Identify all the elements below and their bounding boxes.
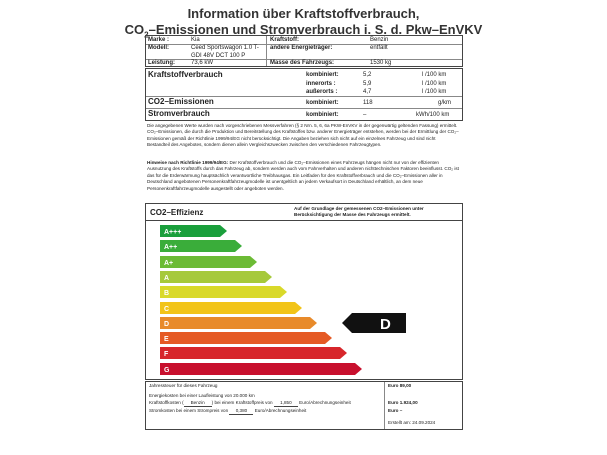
leistung-value: 73,6 kW: [191, 60, 214, 66]
efficiency-bar-f: [160, 347, 348, 359]
svg-text:F: F: [164, 351, 169, 359]
costs-box: [145, 381, 463, 430]
label-sheet: [145, 35, 463, 430]
fuel-type-field: Benzin: [184, 400, 212, 407]
fuel-price-field: 1,850: [274, 400, 298, 407]
kraftstoff-label: Kraftstoff:: [270, 37, 299, 43]
stromverbrauch-heading: Stromverbrauch: [148, 109, 210, 118]
efficiency-bar-c: [160, 302, 303, 314]
kombiniert-label: kombiniert:: [306, 72, 339, 78]
tax-value: Euro 89,00: [388, 383, 412, 388]
svg-text:D: D: [164, 320, 170, 328]
rating-label: D: [380, 315, 391, 333]
energy-label: Energiekosten bei einer Laufleistung von 20.000 km: [149, 393, 255, 398]
efficiency-bar-aplusplus: [160, 240, 243, 252]
kraftstoffverbrauch-heading: Kraftstoffverbrauch: [148, 70, 223, 79]
svg-text:A+++: A+++: [164, 229, 182, 236]
created-date: Erstellt am: 24.09.2024: [388, 420, 436, 425]
strom-kombiniert-label: kombiniert:: [306, 112, 339, 118]
efficiency-scale: [146, 222, 464, 380]
kombiniert-unit: l /100 km: [422, 72, 447, 78]
co2-kombiniert-label: kombiniert:: [306, 100, 339, 106]
efficiency-heading: CO2–Effizienz: [150, 208, 204, 217]
modell-value: Ceed Sportswagon 1.0 T-GDI 48V DCT 100 P: [191, 45, 259, 59]
ausserorts-unit: l /100 km: [422, 89, 447, 95]
ausserorts-label: außerorts :: [306, 89, 338, 95]
strom-cost-text: Stromkosten bei einem Strompreis von 0,380 Euro/Abrechnungseinheit: [149, 408, 306, 415]
efficiency-bar-d: [160, 317, 318, 329]
marke-label: Marke :: [148, 37, 170, 43]
efficiency-bar-a: [160, 271, 273, 283]
efficiency-bar-aplus: [160, 256, 258, 268]
svg-text:E: E: [164, 336, 169, 344]
svg-text:C: C: [164, 305, 170, 313]
notes-paragraph-1: Die angegebenen Werte wurden nach vorgeschriebenen Messverfahren (§ 2 Nrn. 5, 6, 6a PKW-EnVKV in der gegenwärtig geltenden Fassung) ermittelt. CO₂–Emissionen, die durch die Produktion und Bereitstellung des Kraftstoffes bzw. anderer Energieträger entstehen, werden bei der Ermittlung der CO₂–Emissionen gemäß der Richtlinie 1999/94/EG nicht berücksichtigt. Die Angaben beziehen sich nicht auf ein einzelnes Fahrzeug und sind nicht Bestandteil des Angebotes, sondern dienen allein Vergleichszwecken zwischen den verschiedenen Fahrzeugtypen.: [147, 123, 459, 148]
tax-label: Jahressteuer für dieses Fahrzeug: [149, 383, 218, 388]
svg-text:A++: A++: [164, 244, 178, 252]
strom-value: –: [363, 112, 367, 118]
modell-label: Modell:: [148, 45, 169, 51]
strom-price-field: 0,380: [229, 408, 253, 415]
svg-text:A: A: [164, 274, 170, 282]
leistung-label: Leistung:: [148, 60, 175, 66]
andere-value: entfällt: [370, 45, 388, 51]
ausserorts-value: 4,7: [363, 89, 372, 95]
innerorts-unit: l /100 km: [422, 81, 447, 87]
rating-arrow: [342, 313, 406, 333]
fuel-cost-text: Kraftstoffkosten ( Benzin ) bei einem Kraftstoffpreis von 1,850 Euro/Abrechnungseinheit: [149, 400, 351, 407]
svg-text:G: G: [164, 366, 170, 374]
andere-label: andere Energieträger:: [270, 45, 333, 51]
svg-text:B: B: [164, 290, 170, 298]
vehicle-info-box: [145, 35, 463, 67]
innerorts-label: innerorts :: [306, 81, 336, 87]
co2-heading: CO2–Emissionen: [148, 97, 214, 106]
efficiency-bar-b: [160, 286, 288, 298]
consumption-box: [145, 68, 463, 121]
svg-text:A+: A+: [164, 259, 174, 267]
masse-value: 1530 kg: [370, 60, 392, 66]
efficiency-bar-aplusplusplus: [160, 225, 228, 237]
masse-label: Masse des Fahrzeugs:: [270, 60, 335, 66]
kraftstoff-value: Benzin: [370, 37, 389, 43]
efficiency-bar-g: [160, 363, 363, 375]
efficiency-bar-e: [160, 332, 333, 344]
efficiency-basis-text: Auf der Grundlage der gemessenen CO2–Emissionen unter Berücksichtigung der Masse des Fahrzeugs ermittelt.: [294, 206, 424, 218]
efficiency-box: [145, 203, 463, 380]
notes-paragraph-2: Hinweise nach Richtlinie 1999/94/EG: Der Kraftstoffverbrauch und die CO₂–Emissionen eines Fahrzeugs hängen nicht nur von der effizienten Ausnutzung des Kraftstoffs durch das Fahrzeug ab, sondern werden auch vom Fahrverhalten und anderen nichttechnischen Faktoren beeinflusst. CO₂ ist das für die Erderwärmung hauptsächlich verantwortliche Treibhausgas. Ein Leitfaden für den Kraftstoffverbrauch und die CO₂–Emissionen aller in Deutschland angebotenen Personenkraftfahrzeugmodelle ist unentgeltlich an jedem Verkaufsort in Deutschland erhältlich, an dem neue Personenkraftfahrzeugmodelle ausgestellt oder angeboten werden.: [147, 160, 459, 191]
kombiniert-value: 5,2: [363, 72, 372, 78]
marke-value: Kia: [191, 37, 200, 43]
innerorts-value: 5,9: [363, 81, 372, 87]
fuel-cost-value: Euro 1.924,00: [388, 400, 418, 405]
title-line-2: $CO_2$–Emissionen und Stromverbrauch i. S. d. Pkw–EnVKV: [124, 22, 483, 40]
co2-unit: g/km: [438, 100, 452, 106]
title-line-1: Information über Kraftstoffverbrauch,: [187, 6, 420, 21]
strom-cost-value: Euro –: [388, 408, 403, 413]
co2-value: 118: [363, 100, 373, 106]
strom-unit: kWh/100 km: [416, 112, 450, 118]
